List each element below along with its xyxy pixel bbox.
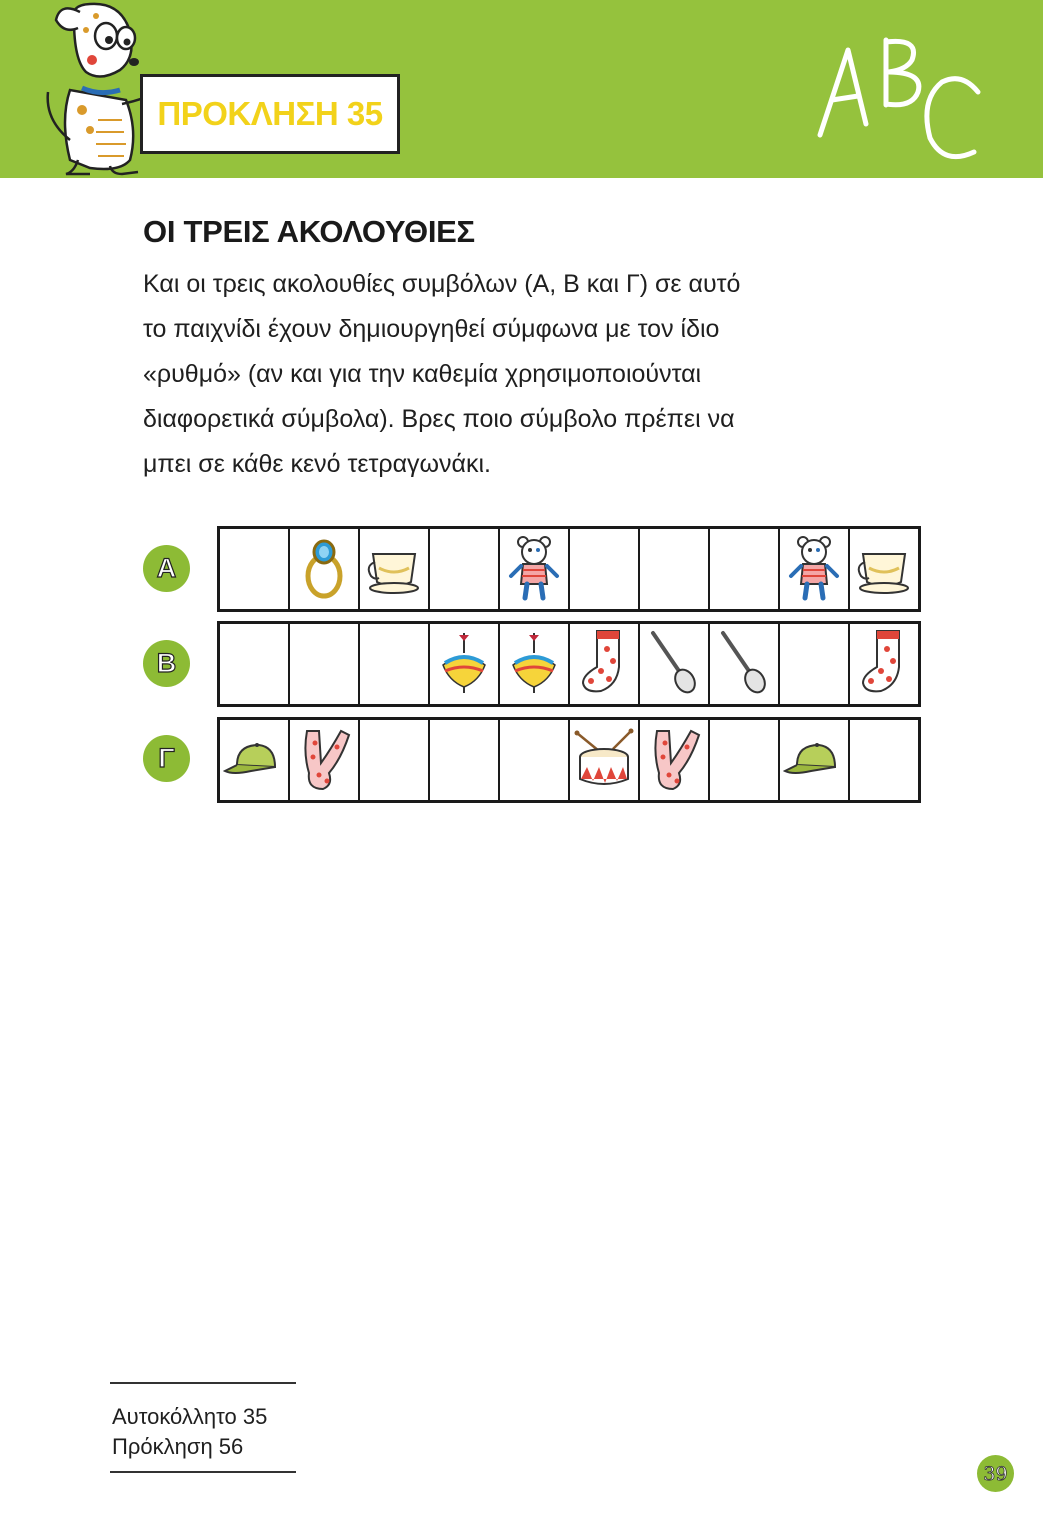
abc-letters-icon bbox=[790, 20, 1000, 170]
sequence-cell bbox=[850, 624, 918, 704]
instruction-line: διαφορετικά σύμβολα). Βρες ποιο σύμβολο πρέπει να bbox=[143, 405, 735, 433]
empty-sequence-cell[interactable] bbox=[710, 720, 780, 800]
cap-icon bbox=[223, 723, 285, 798]
sticker-reference: Αυτοκόλλητο 35 bbox=[112, 1404, 268, 1429]
sock-icon bbox=[853, 627, 915, 702]
sequence-cell bbox=[850, 529, 918, 609]
scarf-icon bbox=[643, 723, 705, 798]
instruction-line: Και οι τρεις ακολουθίες συμβόλων (Α, Β και Γ) σε αυτό bbox=[143, 270, 741, 298]
row-label-a: Α bbox=[143, 545, 190, 592]
sequence-cell bbox=[710, 624, 780, 704]
spinning-top-icon bbox=[433, 627, 495, 702]
spoon-icon bbox=[643, 627, 705, 702]
sequence-cell bbox=[290, 720, 360, 800]
row-label-b: Β bbox=[143, 640, 190, 687]
empty-sequence-cell[interactable] bbox=[220, 624, 290, 704]
challenge-label: ΠΡΟΚΛΗΣΗ 35 bbox=[157, 95, 383, 132]
empty-sequence-cell[interactable] bbox=[360, 720, 430, 800]
cap-icon bbox=[783, 723, 845, 798]
empty-sequence-cell[interactable] bbox=[360, 624, 430, 704]
sequence-cell bbox=[570, 624, 640, 704]
scarf-icon bbox=[293, 723, 355, 798]
instruction-line: «ρυθμό» (αν και για την καθεμία χρησιμοποιούνται bbox=[143, 360, 702, 388]
sequence-cell bbox=[500, 529, 570, 609]
sequence-row-b bbox=[217, 621, 921, 707]
empty-sequence-cell[interactable] bbox=[640, 529, 710, 609]
row-label-c: Γ bbox=[143, 735, 190, 782]
sequence-cell bbox=[500, 624, 570, 704]
sequence-cell bbox=[780, 720, 850, 800]
sequence-cell bbox=[640, 720, 710, 800]
challenge-title-box bbox=[140, 74, 400, 154]
sequence-row-a bbox=[217, 526, 921, 612]
puzzle-title: ΟΙ ΤΡΕΙΣ ΑΚΟΛΟΥΘΙΕΣ bbox=[143, 214, 475, 249]
empty-sequence-cell[interactable] bbox=[430, 720, 500, 800]
teacup-icon bbox=[853, 532, 915, 607]
sequence-cell bbox=[780, 529, 850, 609]
sequence-cell bbox=[430, 624, 500, 704]
teacup-icon bbox=[363, 532, 425, 607]
teddy-bear-icon bbox=[783, 532, 845, 607]
empty-sequence-cell[interactable] bbox=[780, 624, 850, 704]
sequence-cell bbox=[640, 624, 710, 704]
ring-icon bbox=[293, 532, 355, 607]
empty-sequence-cell[interactable] bbox=[570, 529, 640, 609]
sock-icon bbox=[573, 627, 635, 702]
spinning-top-icon bbox=[503, 627, 565, 702]
spoon-icon bbox=[713, 627, 775, 702]
empty-sequence-cell[interactable] bbox=[430, 529, 500, 609]
puzzle-instructions bbox=[143, 262, 903, 487]
empty-sequence-cell[interactable] bbox=[500, 720, 570, 800]
sequence-cell bbox=[360, 529, 430, 609]
header-banner bbox=[0, 0, 1043, 178]
footnote-divider-top bbox=[110, 1382, 296, 1384]
empty-sequence-cell[interactable] bbox=[220, 529, 290, 609]
footnote bbox=[112, 1402, 267, 1462]
empty-sequence-cell[interactable] bbox=[710, 529, 780, 609]
sequence-cell bbox=[220, 720, 290, 800]
challenge-reference: Πρόκληση 56 bbox=[112, 1434, 244, 1459]
sequence-cell bbox=[290, 529, 360, 609]
footnote-divider-bottom bbox=[110, 1471, 296, 1473]
drum-icon bbox=[573, 723, 635, 798]
page-number: 39 bbox=[977, 1455, 1014, 1492]
empty-sequence-cell[interactable] bbox=[290, 624, 360, 704]
instruction-line: μπει σε κάθε κενό τετραγωνάκι. bbox=[143, 450, 491, 478]
sequence-row-c bbox=[217, 717, 921, 803]
sequence-cell bbox=[570, 720, 640, 800]
empty-sequence-cell[interactable] bbox=[850, 720, 918, 800]
instruction-line: το παιχνίδι έχουν δημιουργηθεί σύμφωνα με τον ίδιο bbox=[143, 315, 720, 343]
teddy-bear-icon bbox=[503, 532, 565, 607]
